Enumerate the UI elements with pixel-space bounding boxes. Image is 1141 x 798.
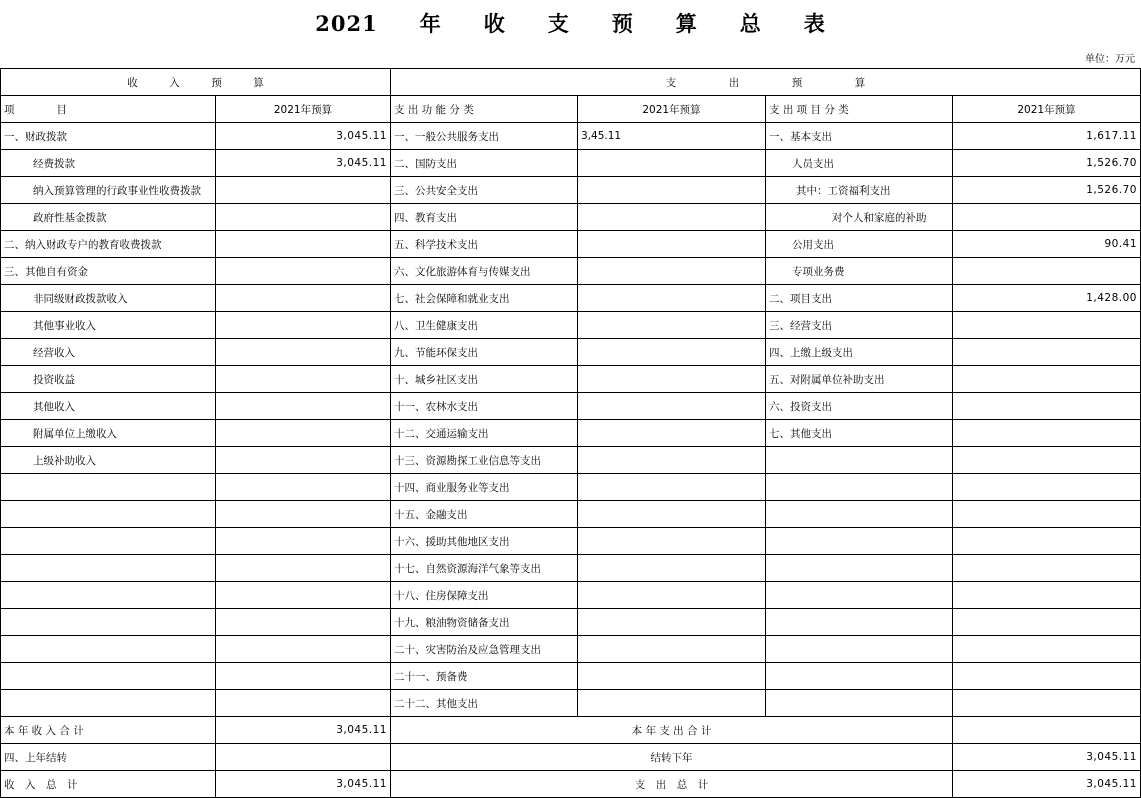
function-value-cell [578, 555, 766, 582]
income-item-cell [1, 636, 216, 663]
table-row [1, 555, 1141, 582]
table-row [1, 285, 1141, 312]
income-item-cell: 其他收入 [1, 393, 216, 420]
income-item-cell: 经营收入 [1, 339, 216, 366]
income-total-label: 收 入 总 计 [1, 771, 216, 798]
item-value-cell [953, 501, 1141, 528]
income-item-cell: 政府性基金拨款 [1, 204, 216, 231]
function-value-cell [578, 474, 766, 501]
income-value-cell [216, 366, 391, 393]
carry-next-label: 结转下年 [391, 744, 953, 771]
function-value-cell [578, 420, 766, 447]
unit-label: 单位：万元 [1085, 54, 1135, 65]
function-value-cell [578, 636, 766, 663]
item-value-cell: 1,526.70 [953, 150, 1141, 177]
item-value-cell [953, 420, 1141, 447]
income-value-cell [216, 447, 391, 474]
item-class-cell: 二、项目支出 [766, 285, 953, 312]
table-row [1, 609, 1141, 636]
function-value-cell [578, 528, 766, 555]
income-item-cell: 一、财政拨款 [1, 123, 216, 150]
function-class-cell: 十六、援助其他地区支出 [391, 528, 578, 555]
function-value-cell [578, 663, 766, 690]
item-value-cell [953, 528, 1141, 555]
carry-next-value: 3,045.11 [953, 744, 1141, 771]
item-class-cell: 专项业务费 [766, 258, 953, 285]
income-value-cell [216, 177, 391, 204]
function-class-cell: 十、城乡社区支出 [391, 366, 578, 393]
function-value-cell [578, 177, 766, 204]
year-income-total-label: 本 年 收 入 合 计 [1, 717, 216, 744]
function-value-cell [578, 150, 766, 177]
table-row [1, 582, 1141, 609]
table-row [1, 312, 1141, 339]
function-value-cell [578, 312, 766, 339]
income-value-cell [216, 663, 391, 690]
item-value-cell [953, 366, 1141, 393]
table-row [1, 231, 1141, 258]
prev-balance-value [216, 744, 391, 771]
function-value-cell [578, 339, 766, 366]
table-row [1, 339, 1141, 366]
item-value-cell: 90.41 [953, 231, 1141, 258]
income-budget-header: 收 入 预 算 [1, 69, 391, 96]
table-row [1, 204, 1141, 231]
carry-row [1, 744, 1141, 771]
function-value-cell [578, 582, 766, 609]
income-value-cell [216, 204, 391, 231]
item-class-cell: 一、基本支出 [766, 123, 953, 150]
year-expense-total-value [953, 717, 1141, 744]
income-item-cell: 经费拨款 [1, 150, 216, 177]
page-title [0, 8, 1141, 38]
table-row [1, 150, 1141, 177]
item-value-cell [953, 636, 1141, 663]
function-value-cell: 3,45.11 [578, 123, 766, 150]
income-value-cell [216, 285, 391, 312]
item-value-cell: 1,617.11 [953, 123, 1141, 150]
income-value-cell [216, 528, 391, 555]
function-class-cell: 十七、自然资源海洋气象等支出 [391, 555, 578, 582]
budget-table [0, 68, 1141, 798]
function-class-cell: 十五、金融支出 [391, 501, 578, 528]
function-class-cell: 十一、农林水支出 [391, 393, 578, 420]
function-class-cell: 二、国防支出 [391, 150, 578, 177]
item-class-cell: 人员支出 [766, 150, 953, 177]
item-class-cell: 五、对附属单位补助支出 [766, 366, 953, 393]
function-value-cell [578, 609, 766, 636]
table-row [1, 366, 1141, 393]
function-class-cell: 五、科学技术支出 [391, 231, 578, 258]
item-value-cell: 1,526.70 [953, 177, 1141, 204]
function-class-cell: 二十二、其他支出 [391, 690, 578, 717]
income-item-cell [1, 528, 216, 555]
item-value-cell [953, 447, 1141, 474]
year-total-row [1, 717, 1141, 744]
income-value-cell [216, 231, 391, 258]
income-item-cell [1, 582, 216, 609]
item-class-cell: 七、其他支出 [766, 420, 953, 447]
table-row [1, 690, 1141, 717]
title-part: 收 [483, 11, 506, 36]
item-value-cell [953, 582, 1141, 609]
function-class-cell: 七、社会保障和就业支出 [391, 285, 578, 312]
function-class-cell: 二十一、预备费 [391, 663, 578, 690]
item-value-cell [953, 690, 1141, 717]
income-value-cell [216, 420, 391, 447]
function-value-cell [578, 204, 766, 231]
item-value-cell [953, 339, 1141, 366]
header-row-1 [1, 69, 1141, 96]
item-budget-2021-header: 2021年预算 [953, 96, 1141, 123]
item-value-cell [953, 312, 1141, 339]
item-class-cell: 六、投资支出 [766, 393, 953, 420]
item-class-cell: 三、经营支出 [766, 312, 953, 339]
item-class-cell [766, 555, 953, 582]
title-part: 支 [547, 11, 570, 36]
function-class-header: 支 出 功 能 分 类 [391, 96, 578, 123]
income-item-cell [1, 501, 216, 528]
income-value-cell [216, 555, 391, 582]
table-row [1, 258, 1141, 285]
item-header: 项 目 [1, 96, 216, 123]
function-value-cell [578, 690, 766, 717]
header-row-2 [1, 96, 1141, 123]
function-value-cell [578, 501, 766, 528]
item-value-cell [953, 393, 1141, 420]
income-item-cell: 三、其他自有资金 [1, 258, 216, 285]
item-value-cell: 1,428.00 [953, 285, 1141, 312]
income-value-cell [216, 258, 391, 285]
income-value-cell [216, 636, 391, 663]
item-class-cell [766, 690, 953, 717]
item-value-cell [953, 204, 1141, 231]
income-value-cell [216, 474, 391, 501]
function-value-cell [578, 366, 766, 393]
function-class-cell: 十四、商业服务业等支出 [391, 474, 578, 501]
income-item-cell: 其他事业收入 [1, 312, 216, 339]
title-part: 算 [675, 11, 698, 36]
income-value-cell [216, 339, 391, 366]
item-class-cell [766, 609, 953, 636]
function-class-cell: 四、教育支出 [391, 204, 578, 231]
expense-budget-header: 支 出 预 算 [391, 69, 1141, 96]
title-part: 总 [739, 11, 762, 36]
function-value-cell [578, 285, 766, 312]
item-value-cell [953, 663, 1141, 690]
table-row [1, 447, 1141, 474]
item-class-cell [766, 474, 953, 501]
title-part: 年 [419, 11, 442, 36]
table-row [1, 528, 1141, 555]
table-row [1, 123, 1141, 150]
item-value-cell [953, 474, 1141, 501]
table-row [1, 636, 1141, 663]
function-class-cell: 三、公共安全支出 [391, 177, 578, 204]
table-row [1, 420, 1141, 447]
income-value-cell: 3,045.11 [216, 150, 391, 177]
income-value-cell [216, 393, 391, 420]
income-item-cell [1, 609, 216, 636]
function-value-cell [578, 447, 766, 474]
item-class-cell [766, 447, 953, 474]
item-class-cell: 其中：工资福利支出 [766, 177, 953, 204]
function-value-cell [578, 231, 766, 258]
item-class-cell [766, 663, 953, 690]
income-item-cell [1, 555, 216, 582]
income-value-cell [216, 690, 391, 717]
income-value-cell [216, 609, 391, 636]
income-item-cell: 二、纳入财政专户的教育收费拨款 [1, 231, 216, 258]
item-class-cell [766, 582, 953, 609]
income-item-cell: 非同级财政拨款收入 [1, 285, 216, 312]
item-value-cell [953, 555, 1141, 582]
title-part: 表 [803, 11, 826, 36]
table-row [1, 177, 1141, 204]
income-value-cell [216, 501, 391, 528]
function-class-cell: 十八、住房保障支出 [391, 582, 578, 609]
grand-total-row [1, 771, 1141, 798]
income-budget-2021-header: 2021年预算 [216, 96, 391, 123]
function-class-cell: 九、节能环保支出 [391, 339, 578, 366]
function-class-cell: 二十、灾害防治及应急管理支出 [391, 636, 578, 663]
income-item-cell [1, 474, 216, 501]
item-value-cell [953, 609, 1141, 636]
income-total-value: 3,045.11 [216, 771, 391, 798]
title-part: 2021 [315, 11, 378, 36]
year-expense-total-label: 本 年 支 出 合 计 [391, 717, 953, 744]
table-row [1, 501, 1141, 528]
income-value-cell: 3,045.11 [216, 123, 391, 150]
function-budget-2021-header: 2021年预算 [578, 96, 766, 123]
income-item-cell: 纳入预算管理的行政事业性收费拨款 [1, 177, 216, 204]
prev-balance-label: 四、上年结转 [1, 744, 216, 771]
table-row [1, 393, 1141, 420]
income-item-cell: 投资收益 [1, 366, 216, 393]
function-value-cell [578, 258, 766, 285]
function-value-cell [578, 393, 766, 420]
income-item-cell [1, 690, 216, 717]
function-class-cell: 一、一般公共服务支出 [391, 123, 578, 150]
function-class-cell: 八、卫生健康支出 [391, 312, 578, 339]
function-class-cell: 六、文化旅游体育与传媒支出 [391, 258, 578, 285]
item-class-header: 支 出 项 目 分 类 [766, 96, 953, 123]
income-item-cell [1, 663, 216, 690]
expense-total-label: 支 出 总 计 [391, 771, 953, 798]
table-row [1, 474, 1141, 501]
item-class-cell: 公用支出 [766, 231, 953, 258]
function-class-cell: 十九、粮油物资储备支出 [391, 609, 578, 636]
income-value-cell [216, 582, 391, 609]
item-class-cell: 对个人和家庭的补助 [766, 204, 953, 231]
expense-total-value: 3,045.11 [953, 771, 1141, 798]
item-class-cell [766, 636, 953, 663]
item-value-cell [953, 258, 1141, 285]
item-class-cell [766, 501, 953, 528]
income-item-cell: 上级补助收入 [1, 447, 216, 474]
table-row [1, 663, 1141, 690]
item-class-cell [766, 528, 953, 555]
function-class-cell: 十三、资源勘探工业信息等支出 [391, 447, 578, 474]
function-class-cell: 十二、交通运输支出 [391, 420, 578, 447]
item-class-cell: 四、上缴上级支出 [766, 339, 953, 366]
income-item-cell: 附属单位上缴收入 [1, 420, 216, 447]
title-part: 预 [611, 11, 634, 36]
income-value-cell [216, 312, 391, 339]
year-income-total-value: 3,045.11 [216, 717, 391, 744]
